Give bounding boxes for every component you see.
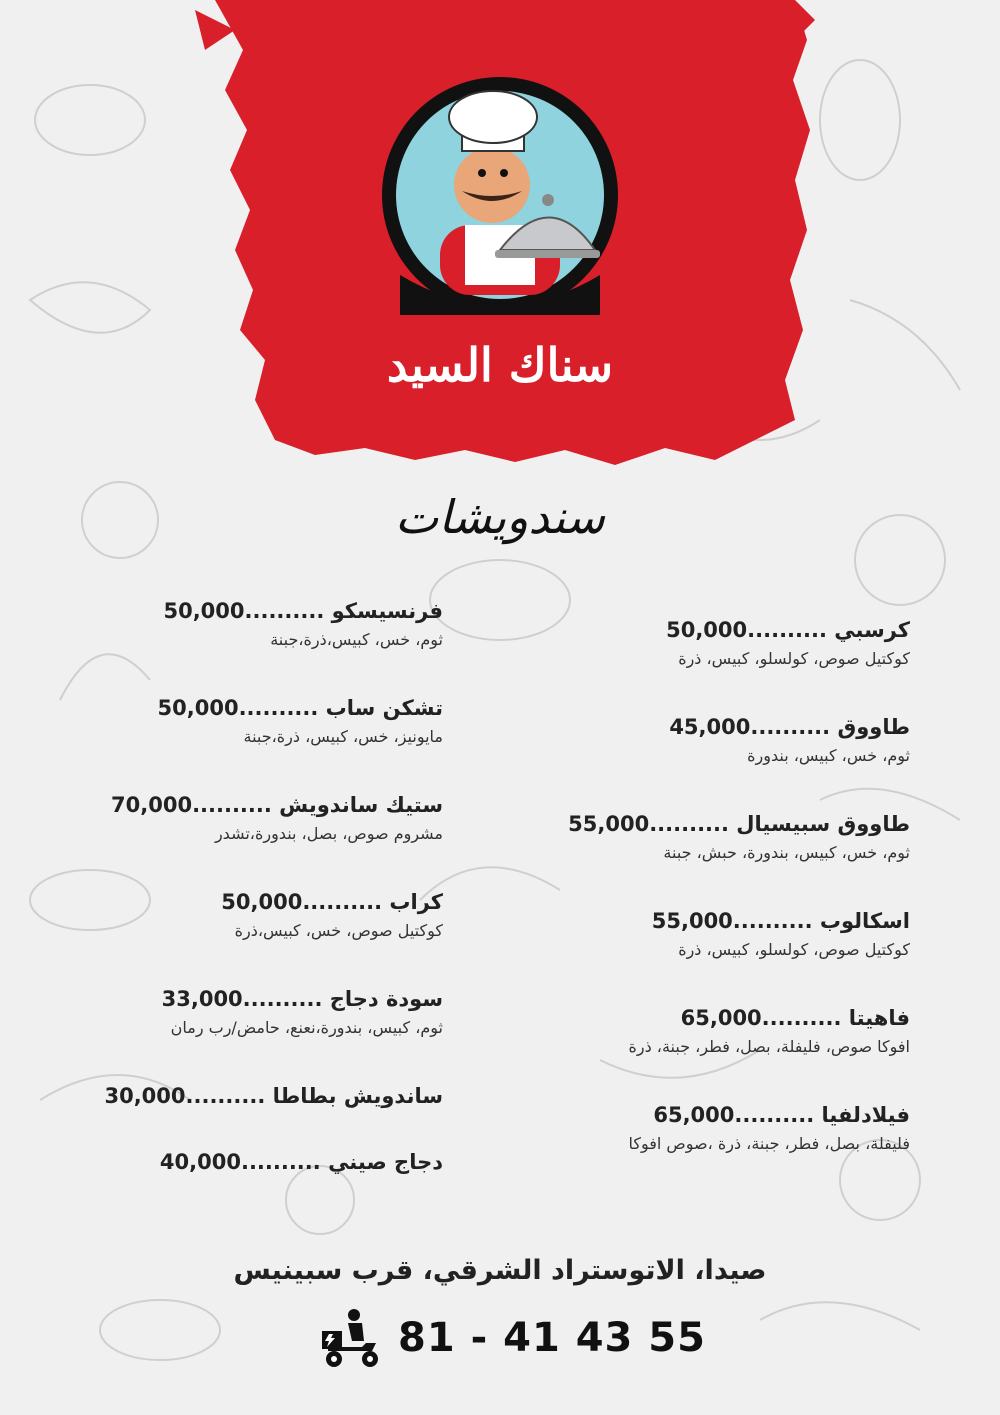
address: صيدا، الاتوستراد الشرقي، قرب سبينيس [233, 1255, 767, 1286]
item-name: فيلادلفيا [821, 1103, 910, 1127]
item-dots: .......... [185, 1084, 266, 1108]
item-price: 45,000 [669, 715, 751, 739]
item-dots: .......... [649, 812, 729, 836]
menu-item [43, 1147, 443, 1244]
item-price: 33,000 [161, 987, 243, 1011]
section-title: سندويشات [395, 490, 605, 544]
item-dots: .......... [747, 618, 827, 642]
item-price: 50,000 [666, 618, 748, 642]
item-price: 55,000 [651, 909, 733, 933]
item-dots: .......... [750, 715, 831, 739]
item-dots: .......... [244, 599, 325, 623]
item-desc: مشروم صوص، بصل، بندورة،تشدر [214, 824, 443, 843]
item-dots: .......... [240, 1150, 321, 1174]
menu-item [43, 1081, 443, 1147]
item-desc: ثوم، كبيس، بندورة،نعنع، حامض/رب رمان [170, 1018, 443, 1037]
menu-item [43, 790, 443, 887]
item-desc: ثوم، خس، كبيس، بندورة، حبش، جبنة [663, 843, 910, 862]
item-price: 70,000 [111, 793, 193, 817]
item-name: فرنسيسكو [331, 599, 443, 623]
item-dots: .......... [761, 1006, 842, 1030]
item-desc: كوكتيل صوص، خس، كبيس،ذرة [234, 921, 443, 940]
menu-item [550, 906, 910, 1003]
item-name: طاووق سبيسيال [736, 812, 910, 836]
menu-item [43, 693, 443, 790]
item-name: طاووق [837, 715, 910, 739]
item-desc: كوكتيل صوص، كولسلو، كبيس، ذرة [678, 940, 910, 959]
item-price: 65,000 [653, 1103, 735, 1127]
item-desc: كوكتيل صوص، كولسلو، كبيس، ذرة [678, 649, 910, 668]
item-price: 65,000 [680, 1006, 762, 1030]
item-name: سودة دجاج [329, 987, 443, 1011]
menu-item [550, 1100, 910, 1197]
menu-item [550, 809, 910, 906]
item-price: 50,000 [221, 890, 303, 914]
item-price: 30,000 [104, 1084, 186, 1108]
menu-column-right [550, 615, 910, 1197]
item-desc: افوكا صوص، فليفلة، بصل، فطر، جبنة، ذرة [628, 1037, 910, 1056]
phone-number: 81 - 41 43 55 [398, 1315, 706, 1361]
item-name: ساندويش بطاطا [272, 1084, 443, 1108]
item-dots: .......... [242, 987, 323, 1011]
menu-item [43, 596, 443, 693]
menu-item [550, 1003, 910, 1100]
item-name: كرسبي [834, 618, 910, 642]
item-name: كراب [389, 890, 443, 914]
menu-item [43, 887, 443, 984]
brand-name: سناك السيد [386, 338, 614, 392]
menu-item [550, 712, 910, 809]
menu-column-left [43, 596, 443, 1244]
contact-row [318, 1305, 706, 1375]
delivery-scooter-icon [318, 1305, 384, 1371]
item-price: 50,000 [157, 696, 239, 720]
item-dots: .......... [302, 890, 383, 914]
item-name: دجاج صيني [328, 1150, 443, 1174]
item-dots: .......... [238, 696, 319, 720]
item-desc: ثوم، خس، كبيس، بندورة [747, 746, 910, 765]
chef-logo [380, 75, 620, 315]
item-name: ستيك ساندويش [279, 793, 443, 817]
item-price: 50,000 [163, 599, 245, 623]
item-price: 55,000 [568, 812, 650, 836]
item-price: 40,000 [159, 1150, 241, 1174]
menu-item [43, 984, 443, 1081]
item-dots: .......... [732, 909, 813, 933]
item-name: تشكن ساب [325, 696, 443, 720]
item-name: فاهيتا [848, 1006, 910, 1030]
menu-item [550, 615, 910, 712]
item-desc: فليفلة، بصل، فطر، جبنة، ذرة ،صوص افوكا [628, 1134, 910, 1153]
item-desc: مايونيز، خس، كبيس، ذرة،جبنة [243, 727, 443, 746]
item-dots: .......... [734, 1103, 815, 1127]
item-desc: ثوم، خس، كبيس،ذرة،جبنة [270, 630, 443, 649]
item-dots: .......... [192, 793, 272, 817]
item-name: اسكالوب [819, 909, 910, 933]
